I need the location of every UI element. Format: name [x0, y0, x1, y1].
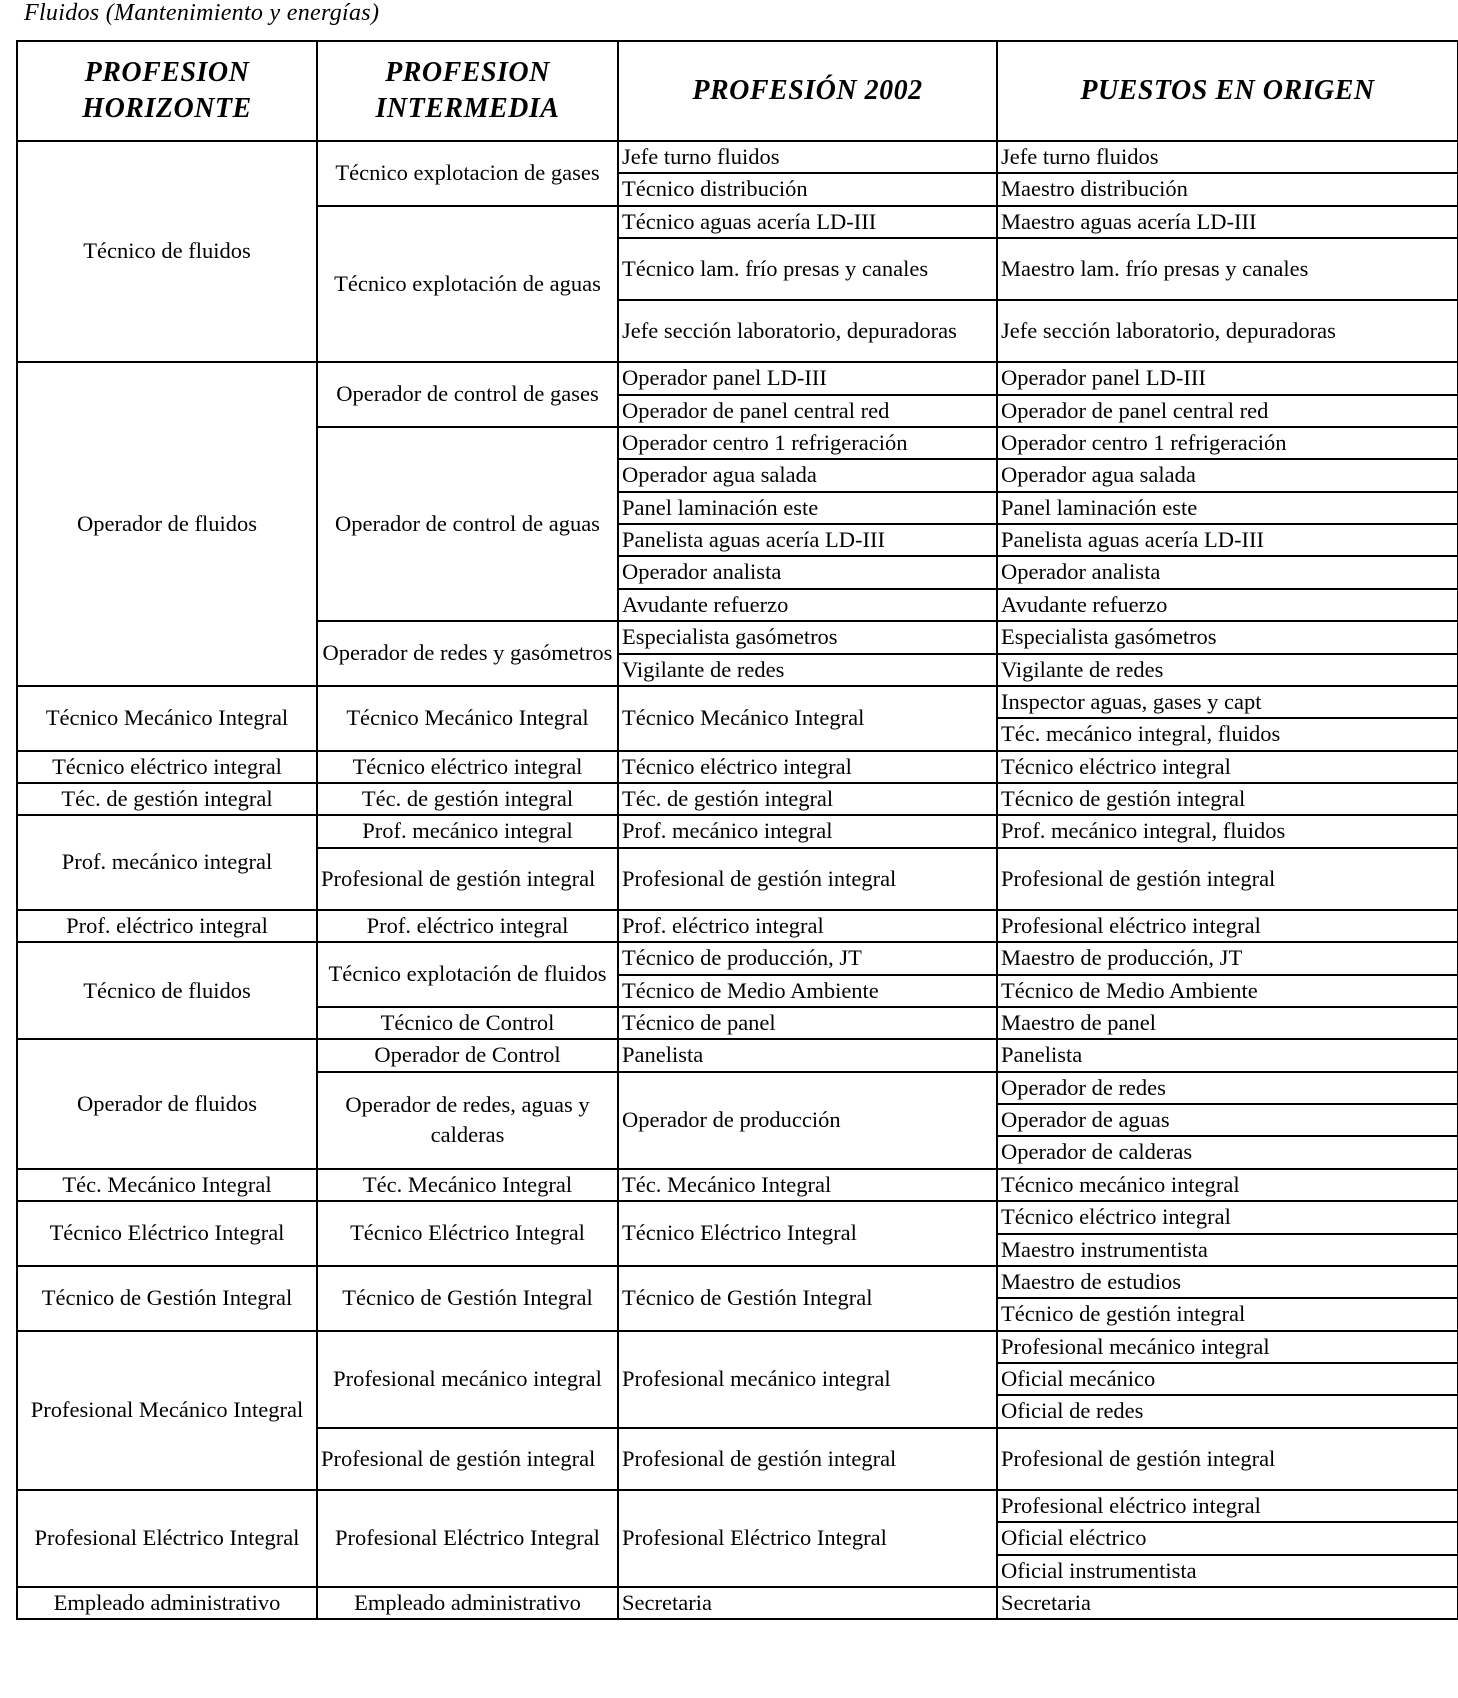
- cell-2002: Profesional mecánico integral: [618, 1331, 997, 1428]
- cell-horizonte: Técnico eléctrico integral: [17, 751, 317, 783]
- table-row: [17, 1169, 1458, 1201]
- cell-origen: Maestro aguas acería LD-III: [997, 206, 1458, 238]
- table-row: [17, 783, 1458, 815]
- cell-2002: Operador centro 1 refrigeración: [618, 427, 997, 459]
- cell-2002: Jefe turno fluidos: [618, 141, 997, 173]
- header-2002: PROFESIÓN 2002: [618, 41, 997, 141]
- cell-origen: Jefe sección laboratorio, depuradoras: [997, 300, 1458, 362]
- cell-2002: Técnico Mecánico Integral: [618, 686, 997, 751]
- cell-2002: Téc. Mecánico Integral: [618, 1169, 997, 1201]
- cell-origen: Técnico de gestión integral: [997, 783, 1458, 815]
- cell-2002: Prof. eléctrico integral: [618, 910, 997, 942]
- cell-origen: Operador agua salada: [997, 459, 1458, 491]
- cell-2002: Técnico aguas acería LD-III: [618, 206, 997, 238]
- cell-2002: Técnico eléctrico integral: [618, 751, 997, 783]
- table-row: [17, 1331, 1458, 1363]
- cell-origen: Panelista aguas acería LD-III: [997, 524, 1458, 556]
- cell-origen: Oficial mecánico: [997, 1363, 1458, 1395]
- cell-2002: Operador de producción: [618, 1072, 997, 1169]
- header-row: [17, 41, 1458, 141]
- cell-origen: Especialista gasómetros: [997, 621, 1458, 653]
- table-row: [17, 1587, 1458, 1619]
- cell-2002: Panel laminación este: [618, 492, 997, 524]
- cell-origen: Oficial instrumentista: [997, 1555, 1458, 1587]
- cell-origen: Maestro de estudios: [997, 1266, 1458, 1298]
- cell-2002: Panelista: [618, 1039, 997, 1071]
- cell-2002: Panelista aguas acería LD-III: [618, 524, 997, 556]
- cell-2002: Técnico de Gestión Integral: [618, 1266, 997, 1331]
- cell-origen: Maestro instrumentista: [997, 1234, 1458, 1266]
- cell-2002: Avudante refuerzo: [618, 589, 997, 621]
- cell-horizonte: Técnico Mecánico Integral: [17, 686, 317, 751]
- cell-origen: Técnico eléctrico integral: [997, 751, 1458, 783]
- cell-intermedia: Profesional de gestión integral: [317, 1428, 618, 1490]
- cell-2002: Téc. de gestión integral: [618, 783, 997, 815]
- table-row: [17, 141, 1458, 173]
- cell-origen: Profesional de gestión integral: [997, 1428, 1458, 1490]
- cell-intermedia: Operador de redes, aguas y calderas: [317, 1072, 618, 1169]
- cell-2002: Profesional de gestión integral: [618, 1428, 997, 1490]
- cell-origen: Panelista: [997, 1039, 1458, 1071]
- cell-2002: Operador analista: [618, 556, 997, 588]
- cell-origen: Maestro distribución: [997, 173, 1458, 205]
- cell-origen: Profesional mecánico integral: [997, 1331, 1458, 1363]
- cell-origen: Operador analista: [997, 556, 1458, 588]
- cell-origen: Profesional eléctrico integral: [997, 1490, 1458, 1522]
- cell-intermedia: Profesional mecánico integral: [317, 1331, 618, 1428]
- cell-2002: Especialista gasómetros: [618, 621, 997, 653]
- cell-intermedia: Técnico de Control: [317, 1007, 618, 1039]
- cell-2002: Técnico de panel: [618, 1007, 997, 1039]
- cell-intermedia: Técnico explotación de aguas: [317, 206, 618, 362]
- table-row: [17, 910, 1458, 942]
- cell-horizonte: Téc. Mecánico Integral: [17, 1169, 317, 1201]
- table-row: [17, 1266, 1458, 1298]
- cell-intermedia: Operador de control de aguas: [317, 427, 618, 621]
- cell-origen: Avudante refuerzo: [997, 589, 1458, 621]
- cell-2002: Jefe sección laboratorio, depuradoras: [618, 300, 997, 362]
- header-intermedia: PROFESION INTERMEDIA: [317, 41, 618, 141]
- cell-horizonte: Empleado administrativo: [17, 1587, 317, 1619]
- cell-intermedia: Téc. Mecánico Integral: [317, 1169, 618, 1201]
- cell-horizonte: Operador de fluidos: [17, 1039, 317, 1169]
- cell-intermedia: Operador de control de gases: [317, 362, 618, 427]
- table-row: [17, 1490, 1458, 1522]
- cell-origen: Oficial eléctrico: [997, 1522, 1458, 1554]
- cell-intermedia: Técnico eléctrico integral: [317, 751, 618, 783]
- cell-origen: Operador panel LD-III: [997, 362, 1458, 394]
- cell-origen: Técnico mecánico integral: [997, 1169, 1458, 1201]
- page-title: Fluidos (Mantenimiento y energías): [24, 0, 380, 26]
- cell-intermedia: Técnico Mecánico Integral: [317, 686, 618, 751]
- cell-2002: Técnico de producción, JT: [618, 942, 997, 974]
- table-row: [17, 686, 1458, 718]
- cell-horizonte: Prof. eléctrico integral: [17, 910, 317, 942]
- cell-horizonte: Prof. mecánico integral: [17, 815, 317, 909]
- cell-2002: Operador agua salada: [618, 459, 997, 491]
- cell-origen: Prof. mecánico integral, fluidos: [997, 815, 1458, 847]
- cell-intermedia: Empleado administrativo: [317, 1587, 618, 1619]
- cell-intermedia: Operador de redes y gasómetros: [317, 621, 618, 686]
- cell-intermedia: Profesional de gestión integral: [317, 848, 618, 910]
- cell-horizonte: Técnico de fluidos: [17, 141, 317, 362]
- cell-horizonte: Técnico de Gestión Integral: [17, 1266, 317, 1331]
- cell-origen: Panel laminación este: [997, 492, 1458, 524]
- cell-origen: Maestro de producción, JT: [997, 942, 1458, 974]
- cell-2002: Vigilante de redes: [618, 654, 997, 686]
- cell-2002: Prof. mecánico integral: [618, 815, 997, 847]
- cell-2002: Técnico distribución: [618, 173, 997, 205]
- cell-origen: Técnico de gestión integral: [997, 1298, 1458, 1330]
- cell-2002: Profesional de gestión integral: [618, 848, 997, 910]
- cell-origen: Operador de panel central red: [997, 395, 1458, 427]
- cell-2002: Técnico Eléctrico Integral: [618, 1201, 997, 1266]
- table-row: [17, 362, 1458, 394]
- cell-origen: Maestro de panel: [997, 1007, 1458, 1039]
- cell-2002: Técnico de Medio Ambiente: [618, 975, 997, 1007]
- cell-origen: Vigilante de redes: [997, 654, 1458, 686]
- cell-origen: Profesional de gestión integral: [997, 848, 1458, 910]
- header-horizonte: PROFESION HORIZONTE: [17, 41, 317, 141]
- cell-origen: Técnico de Medio Ambiente: [997, 975, 1458, 1007]
- cell-2002: Operador panel LD-III: [618, 362, 997, 394]
- header-origen: PUESTOS EN ORIGEN: [997, 41, 1458, 141]
- cell-horizonte: Técnico Eléctrico Integral: [17, 1201, 317, 1266]
- cell-intermedia: Técnico de Gestión Integral: [317, 1266, 618, 1331]
- cell-intermedia: Téc. de gestión integral: [317, 783, 618, 815]
- cell-origen: Inspector aguas, gases y capt: [997, 686, 1458, 718]
- cell-origen: Oficial de redes: [997, 1395, 1458, 1427]
- cell-2002: Profesional Eléctrico Integral: [618, 1490, 997, 1587]
- cell-origen: Operador de redes: [997, 1072, 1458, 1104]
- cell-intermedia: Profesional Eléctrico Integral: [317, 1490, 618, 1587]
- cell-2002: Técnico lam. frío presas y canales: [618, 238, 997, 300]
- cell-origen: Jefe turno fluidos: [997, 141, 1458, 173]
- cell-horizonte: Profesional Eléctrico Integral: [17, 1490, 317, 1587]
- cell-intermedia: Técnico explotación de fluidos: [317, 942, 618, 1007]
- cell-intermedia: Prof. eléctrico integral: [317, 910, 618, 942]
- cell-origen: Téc. mecánico integral, fluidos: [997, 718, 1458, 750]
- cell-origen: Operador de aguas: [997, 1104, 1458, 1136]
- table-row: [17, 751, 1458, 783]
- cell-intermedia: Prof. mecánico integral: [317, 815, 618, 847]
- table-row: [17, 1201, 1458, 1233]
- cell-intermedia: Operador de Control: [317, 1039, 618, 1071]
- cell-intermedia: Técnico Eléctrico Integral: [317, 1201, 618, 1266]
- cell-origen: Técnico eléctrico integral: [997, 1201, 1458, 1233]
- cell-intermedia: Técnico explotacion de gases: [317, 141, 618, 206]
- cell-origen: Operador centro 1 refrigeración: [997, 427, 1458, 459]
- table-row: [17, 1039, 1458, 1071]
- cell-2002: Operador de panel central red: [618, 395, 997, 427]
- profession-table: [16, 40, 1458, 1620]
- cell-horizonte: Operador de fluidos: [17, 362, 317, 686]
- cell-horizonte: Profesional Mecánico Integral: [17, 1331, 317, 1490]
- cell-origen: Secretaria: [997, 1587, 1458, 1619]
- cell-origen: Maestro lam. frío presas y canales: [997, 238, 1458, 300]
- table-row: [17, 815, 1458, 847]
- cell-origen: Profesional eléctrico integral: [997, 910, 1458, 942]
- cell-2002: Secretaria: [618, 1587, 997, 1619]
- cell-horizonte: Técnico de fluidos: [17, 942, 317, 1039]
- cell-origen: Operador de calderas: [997, 1136, 1458, 1168]
- table-row: [17, 942, 1458, 974]
- cell-horizonte: Téc. de gestión integral: [17, 783, 317, 815]
